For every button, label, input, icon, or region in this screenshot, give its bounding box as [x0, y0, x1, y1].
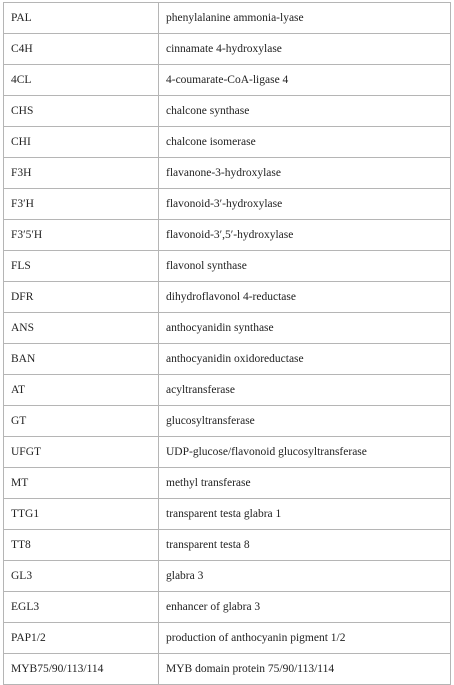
table-row	[4, 3, 451, 34]
table-row	[4, 189, 451, 220]
table-row	[4, 158, 451, 189]
full-name-cell: glucosyltransferase	[159, 406, 451, 437]
abbreviation-cell: PAP1/2	[4, 623, 159, 654]
abbreviation-cell: ANS	[4, 313, 159, 344]
abbreviation-cell: CHS	[4, 96, 159, 127]
abbreviation-table-body	[4, 3, 451, 685]
table-row	[4, 96, 451, 127]
table-row	[4, 530, 451, 561]
full-name-cell: phenylalanine ammonia-lyase	[159, 3, 451, 34]
table-row	[4, 654, 451, 685]
table-row	[4, 34, 451, 65]
abbreviation-cell: CHI	[4, 127, 159, 158]
abbreviation-cell: MT	[4, 468, 159, 499]
table-row	[4, 65, 451, 96]
full-name-cell: dihydroflavonol 4-reductase	[159, 282, 451, 313]
full-name-cell: anthocyanidin oxidoreductase	[159, 344, 451, 375]
full-name-cell: flavonoid-3′-hydroxylase	[159, 189, 451, 220]
table-row	[4, 375, 451, 406]
abbreviation-cell: F3′H	[4, 189, 159, 220]
full-name-cell: transparent testa 8	[159, 530, 451, 561]
abbreviation-cell: GL3	[4, 561, 159, 592]
abbreviation-cell: TTG1	[4, 499, 159, 530]
abbreviation-cell: TT8	[4, 530, 159, 561]
abbreviation-cell: UFGT	[4, 437, 159, 468]
abbreviation-cell: AT	[4, 375, 159, 406]
table-row	[4, 251, 451, 282]
abbreviation-cell: EGL3	[4, 592, 159, 623]
abbreviation-cell: FLS	[4, 251, 159, 282]
abbreviation-cell: BAN	[4, 344, 159, 375]
full-name-cell: UDP-glucose/flavonoid glucosyltransferase	[159, 437, 451, 468]
full-name-cell: methyl transferase	[159, 468, 451, 499]
full-name-cell: flavonol synthase	[159, 251, 451, 282]
abbreviation-cell: F3′5′H	[4, 220, 159, 251]
full-name-cell: anthocyanidin synthase	[159, 313, 451, 344]
full-name-cell: enhancer of glabra 3	[159, 592, 451, 623]
full-name-cell: production of anthocyanin pigment 1/2	[159, 623, 451, 654]
full-name-cell: flavonoid-3′,5′-hydroxylase	[159, 220, 451, 251]
table-row	[4, 468, 451, 499]
table-row	[4, 406, 451, 437]
abbreviation-table	[3, 2, 451, 685]
full-name-cell: MYB domain protein 75/90/113/114	[159, 654, 451, 685]
abbreviation-cell: MYB75/90/113/114	[4, 654, 159, 685]
full-name-cell: 4-coumarate-CoA-ligase 4	[159, 65, 451, 96]
table-row	[4, 437, 451, 468]
full-name-cell: chalcone synthase	[159, 96, 451, 127]
table-row	[4, 561, 451, 592]
abbreviation-cell: C4H	[4, 34, 159, 65]
full-name-cell: flavanone-3-hydroxylase	[159, 158, 451, 189]
abbreviation-cell: F3H	[4, 158, 159, 189]
abbreviation-cell: 4CL	[4, 65, 159, 96]
table-row	[4, 592, 451, 623]
table-row	[4, 499, 451, 530]
table-row	[4, 344, 451, 375]
abbreviation-cell: DFR	[4, 282, 159, 313]
full-name-cell: glabra 3	[159, 561, 451, 592]
full-name-cell: transparent testa glabra 1	[159, 499, 451, 530]
table-row	[4, 127, 451, 158]
full-name-cell: cinnamate 4-hydroxylase	[159, 34, 451, 65]
table-row	[4, 313, 451, 344]
table-row	[4, 623, 451, 654]
full-name-cell: chalcone isomerase	[159, 127, 451, 158]
full-name-cell: acyltransferase	[159, 375, 451, 406]
abbreviation-cell: PAL	[4, 3, 159, 34]
table-row	[4, 282, 451, 313]
abbreviation-cell: GT	[4, 406, 159, 437]
table-row	[4, 220, 451, 251]
